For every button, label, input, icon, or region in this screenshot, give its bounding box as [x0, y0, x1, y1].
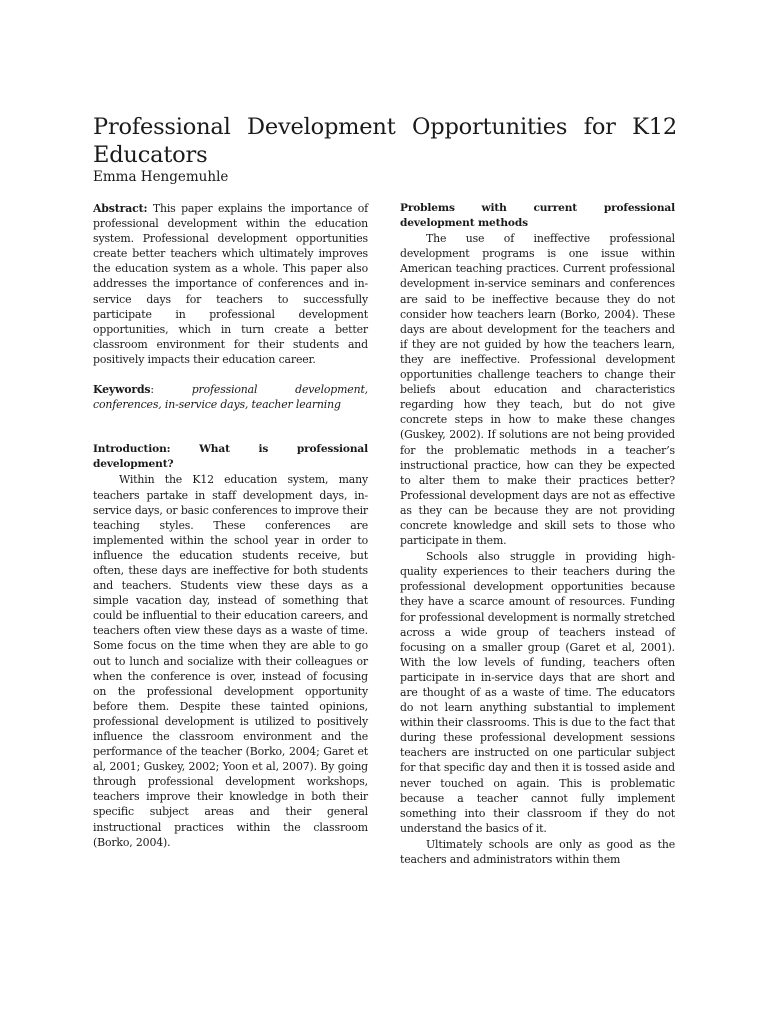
introduction-heading: Introduction: What is professional development?: [93, 443, 368, 471]
keywords-text: professional development, conferences, in-service days, teacher learning: [93, 383, 368, 412]
problems-paragraph-2: Schools also struggle in providing high-quality experiences to their teachers during the professional development opportunities because they have a scarce amount of resources. Funding for professional development is normally stretched across a wide group of teachers instead of focusing on a smaller group (Garet et al, 2001). With the low levels of funding, teachers often participate in in-service days that are short and are thought of as a waste of time. The educators do not learn anything substantial to implement within their classrooms. This is due to the fact that during these professional development sessions teachers are instructed on one particular subject for that specific day and then it is tossed aside and never touched on again. This is problematic because a teacher cannot fully implement something into their classroom if they do not understand the basics of it.: [400, 550, 675, 835]
keywords-separator: :: [150, 383, 154, 397]
problems-paragraph-1: The use of ineffective professional development programs is one issue within American teaching practices. Current professional development in-service seminars and conferences are said to be ineffective because they do not consider how teachers learn (Borko, 2004). These days are about development for the teachers and if they are not guided by how the teachers learn, they are ineffective. Professional development opportunities challenge teachers to change their beliefs about education and characteristics regarding how they teach, but do not give concrete steps in how to make these changes (Guskey, 2002). If solutions are not being provided for the problematic methods in a teacher’s instructional practice, how can they be expected to alter them to make their practices better? Professional development days are not as effective as they can be because they are not providing concrete knowledge and skill sets to those who participate in them.: [400, 232, 675, 548]
abstract-label: Abstract:: [93, 202, 148, 215]
keywords-label: Keywords: [93, 383, 151, 397]
paper-title: Professional Development Opportunities for K12 Educators: [93, 114, 677, 168]
introduction-paragraph: Within the K12 education system, many teachers partake in staff development days, in-service days, or basic conferences to improve their teaching styles. These conferences are implemented within the school year in order to influence the education students receive, but often, these days are ineffective for both students and teachers. Students view these days as a simple vacation day, instead of something that could be influential to their education careers, and teachers often view these days as a waste of time. Some focus on the time when they are able to go out to lunch and socialize with their colleagues or when the conference is over, instead of focusing on the professional development opportunity before them. Despite these tainted opinions, professional development is utilized to positively influence the classroom environment and the performance of the teacher (Borko, 2004; Garet et al, 2001; Guskey, 2002; Yoon et al, 2007). By going through professional development workshops, teachers improve their knowledge in both their specific subject areas and their general instructional practices within the classroom (Borko, 2004).: [93, 473, 368, 849]
abstract-paragraph: [93, 201, 368, 367]
problems-heading: Problems with current professional development methods: [400, 202, 675, 230]
right-column: [400, 201, 675, 867]
left-column: [93, 201, 368, 850]
abstract-text: This paper explains the importance of professional development within the education system. Professional development opportunities create better teachers which ultimately improves the education system as a whole. This paper also addresses the importance of conferences and in-service days for teachers to successfully participate in professional development opportunities, which in turn create a better classroom environment for their students and positively impacts their education career.: [93, 202, 368, 366]
problems-paragraph-3: Ultimately schools are only as good as the teachers and administrators within them: [400, 837, 675, 867]
keywords-paragraph: [93, 382, 368, 412]
author-name: Emma Hengemuhle: [93, 169, 229, 185]
